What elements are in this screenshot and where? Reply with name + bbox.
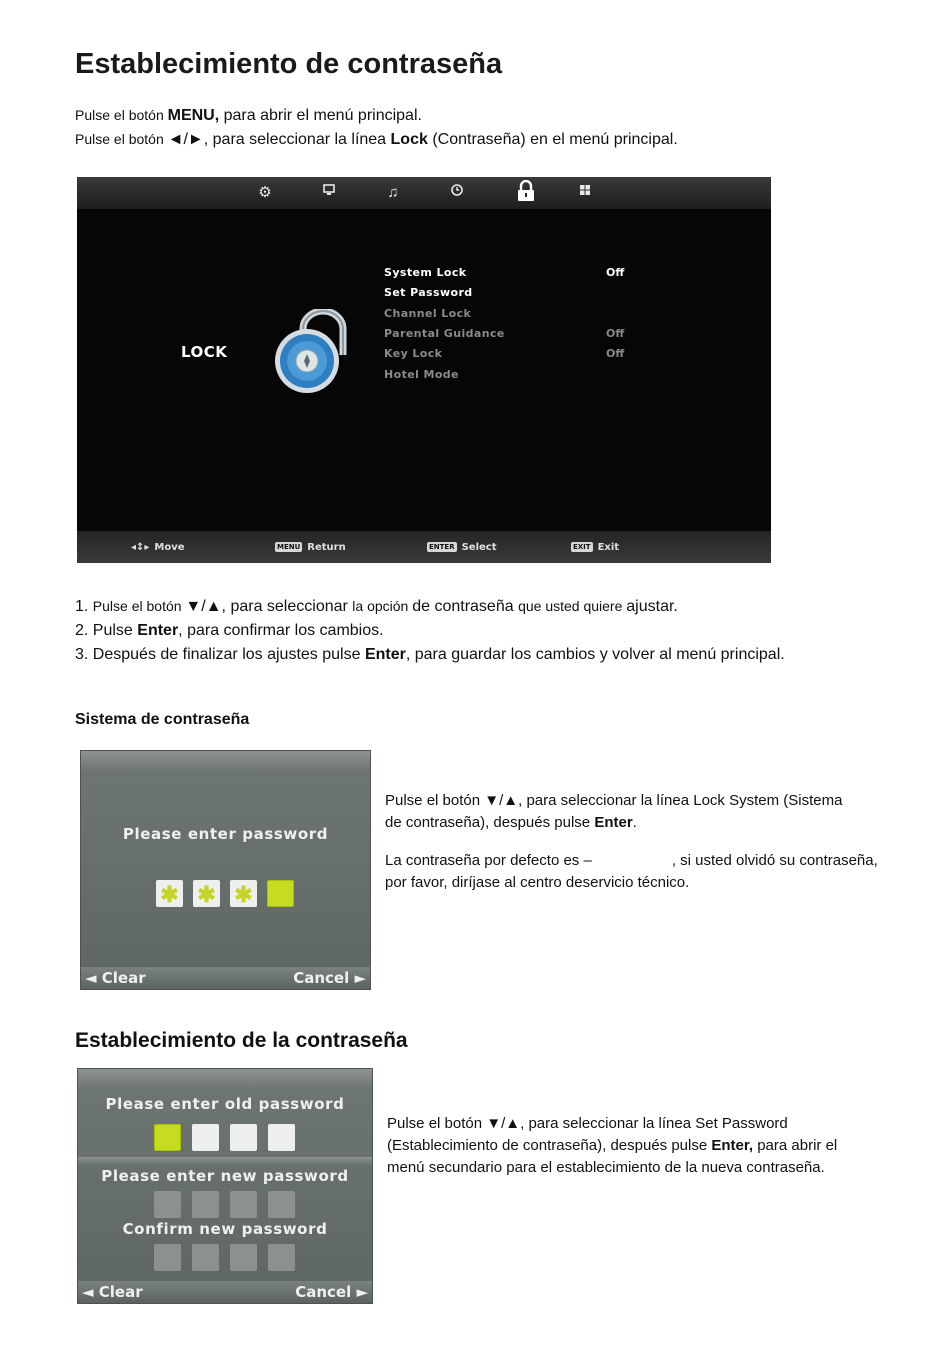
menu-key-icon: MENU: [277, 543, 301, 551]
dialog-header-band: [78, 1069, 372, 1091]
step-text: 2. Pulse: [75, 622, 138, 639]
step-text: , para confirmar los cambios.: [178, 622, 384, 639]
step-text: ajustar.: [626, 598, 678, 615]
confirm-password-digit-1[interactable]: [154, 1244, 181, 1271]
updown-keys-label: ▼/▲: [484, 792, 519, 809]
system-password-instructions: [385, 790, 842, 834]
password-digit-2[interactable]: ✱: [193, 880, 220, 907]
clock-icon[interactable]: [447, 183, 467, 203]
step-text: , para seleccionar: [221, 598, 353, 615]
menu-item-channel-lock[interactable]: Channel Lock: [384, 307, 472, 320]
step-text: Pulse el botón: [92, 598, 186, 614]
clear-button[interactable]: ◄ Clear: [82, 1283, 143, 1301]
dialog-footer: [81, 967, 370, 989]
enter-keyword: Enter: [364, 646, 406, 663]
enter-keyword: Enter,: [711, 1137, 754, 1154]
menu-item-set-password[interactable]: Set Password: [384, 286, 473, 299]
instruction-line: [385, 812, 842, 834]
new-password-digit-4[interactable]: [268, 1191, 295, 1218]
note-text: La contraseña por defecto es –: [385, 852, 592, 869]
enter-key-icon: ENTER: [429, 543, 455, 551]
lock-keyword: Lock: [390, 131, 428, 148]
new-password-digit-2[interactable]: [192, 1191, 219, 1218]
new-password-digit-1[interactable]: [154, 1191, 181, 1218]
menu-item-key-lock[interactable]: Key Lock: [384, 347, 443, 360]
instruction-text: de contraseña), después pulse: [385, 814, 595, 831]
padlock-icon[interactable]: [516, 180, 536, 200]
intro-text: (Contraseña) en el menú principal.: [427, 131, 678, 148]
parental-guidance-value: Off: [606, 327, 625, 340]
move-arrows-icon: ◂↕▸: [131, 542, 150, 553]
hint-exit-label: Exit: [597, 542, 620, 553]
hint-select-label: Select: [461, 542, 497, 553]
step-text: , para guardar los cambios y volver al menú principal.: [405, 646, 785, 663]
old-password-digit-2[interactable]: [192, 1124, 219, 1151]
confirm-password-digit-4[interactable]: [268, 1244, 295, 1271]
old-password-digit-4[interactable]: [268, 1124, 295, 1151]
grid-icon[interactable]: [575, 183, 595, 203]
hint-return-label: Return: [307, 542, 346, 553]
confirm-password-digit-2[interactable]: [192, 1244, 219, 1271]
step-1: [75, 598, 678, 616]
note-text: , si usted olvidó su contraseña,: [671, 852, 878, 869]
updown-keys-label: ▼/▲: [185, 598, 222, 615]
hint-select: [427, 542, 497, 553]
system-password-heading: Sistema de contraseña: [75, 711, 250, 728]
clear-button[interactable]: ◄ Clear: [85, 969, 146, 987]
music-note-icon[interactable]: ♫: [387, 184, 399, 201]
instruction-line: [387, 1135, 837, 1157]
enter-password-prompt: Please enter password: [122, 825, 329, 843]
instruction-line: [385, 790, 842, 812]
arrow-keys-label: ◄/►: [167, 131, 204, 148]
intro-text: para abrir el menú principal.: [219, 107, 422, 124]
exit-key-icon: EXIT: [573, 543, 591, 551]
key-lock-value: Off: [606, 347, 625, 360]
password-digit-3[interactable]: ✱: [230, 880, 257, 907]
set-password-instructions: [387, 1113, 837, 1179]
old-password-prompt: Please enter old password: [105, 1095, 345, 1113]
set-password-heading: Establecimiento de la contraseña: [75, 1029, 408, 1052]
hint-move-label: Move: [154, 542, 185, 553]
new-password-digit-3[interactable]: [230, 1191, 257, 1218]
note-line: por favor, diríjase al centro deservicio técnico.: [385, 874, 690, 891]
lock-section-label: LOCK: [181, 343, 228, 361]
default-password-note: [385, 850, 878, 894]
step-text: de contraseña: [412, 598, 519, 615]
tv-menu-hint-bar: [77, 531, 771, 563]
hint-return: [275, 542, 346, 553]
cancel-button[interactable]: Cancel ►: [295, 1283, 368, 1301]
tv-lock-menu: [77, 177, 771, 563]
new-password-prompt: Please enter new password: [101, 1167, 349, 1185]
hint-move: [131, 542, 185, 553]
enter-keyword: Enter: [594, 814, 633, 831]
step-text: que usted quiere: [518, 598, 627, 614]
system-lock-value: Off: [606, 266, 625, 279]
intro-text: Pulse el botón: [75, 131, 168, 147]
page-title: Establecimiento de contraseña: [75, 48, 503, 80]
confirm-password-prompt: Confirm new password: [122, 1220, 328, 1238]
menu-item-system-lock[interactable]: System Lock: [384, 266, 467, 279]
step-number: 1.: [75, 598, 93, 615]
instruction-text: , para seleccionar la línea Set Password: [520, 1115, 788, 1132]
instruction-text: Pulse el botón: [387, 1115, 487, 1132]
instruction-line: [387, 1113, 837, 1135]
old-password-digit-3[interactable]: [230, 1124, 257, 1151]
dialog-header-band: [81, 751, 370, 773]
intro-text: Pulse el botón: [75, 107, 168, 123]
instruction-text: (Establecimiento de contraseña), después pulse: [387, 1137, 712, 1154]
instruction-text: .: [632, 814, 637, 831]
dialog-divider: [78, 1157, 372, 1165]
updown-keys-label: ▼/▲: [486, 1115, 521, 1132]
step-text: la opción: [352, 598, 413, 614]
dialog-footer: [78, 1281, 372, 1303]
intro-text: , para seleccionar la línea: [203, 131, 391, 148]
menu-key-label: MENU,: [167, 107, 220, 124]
intro-line-2: [75, 131, 678, 149]
enter-password-dialog: [80, 750, 371, 990]
menu-item-parental-guidance[interactable]: Parental Guidance: [384, 327, 505, 340]
instruction-line: menú secundario para el establecimiento de la nueva contraseña.: [387, 1159, 825, 1176]
instruction-text: Pulse el botón: [385, 792, 485, 809]
instruction-text: para abrir el: [753, 1137, 838, 1154]
enter-keyword: Enter: [137, 622, 179, 639]
intro-line-1: [75, 107, 422, 125]
step-3: [75, 646, 785, 664]
hint-exit: [571, 542, 619, 553]
change-password-dialog: [77, 1068, 373, 1304]
instruction-text: , para seleccionar la línea Lock System (Sistema: [518, 792, 843, 809]
display-icon[interactable]: [319, 183, 339, 203]
password-digit-1[interactable]: ✱: [156, 880, 183, 907]
old-password-digit-1-active[interactable]: [154, 1124, 181, 1151]
step-text: 3. Después de finalizar los ajustes pulse: [75, 646, 365, 663]
note-line: [385, 850, 878, 872]
menu-item-hotel-mode[interactable]: Hotel Mode: [384, 368, 459, 381]
tv-menu-top-bar: [77, 177, 771, 209]
password-digit-4-active[interactable]: [267, 880, 294, 907]
cancel-button[interactable]: Cancel ►: [293, 969, 366, 987]
confirm-password-digit-3[interactable]: [230, 1244, 257, 1271]
step-2: [75, 622, 384, 640]
combination-lock-icon: [269, 309, 351, 395]
gear-icon[interactable]: ⚙: [258, 184, 272, 201]
